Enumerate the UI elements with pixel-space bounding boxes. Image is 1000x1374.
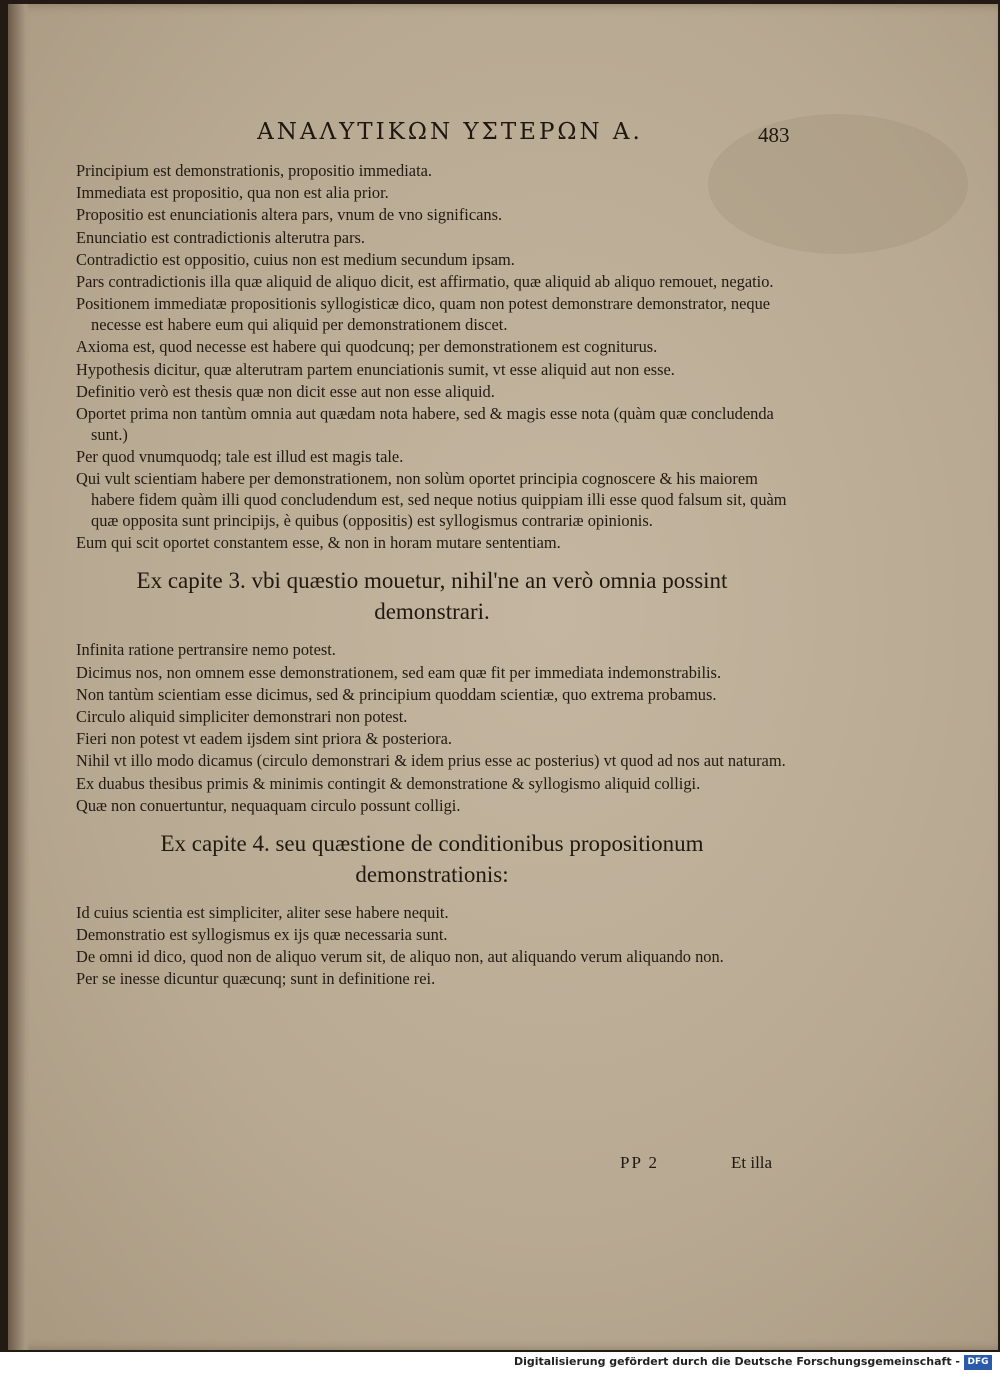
text-entry: Contradictio est oppositio, cuius non est medium secundum ipsam. xyxy=(76,249,515,269)
text-entry: Eum qui scit oportet constantem esse, & non in horam mutare sententiam. xyxy=(76,533,561,553)
text-entry: Nihil vt illo modo dicamus (circulo demonstrari & idem prius esse ac posterius) vt quod ad nos aut naturam. xyxy=(76,751,786,771)
text-entry: Hypothesis dicitur, quæ alterutram partem enunciationis sumit, vt esse aliquid aut non esse. xyxy=(76,359,675,379)
text-entry: Demonstratio est syllogismus ex ijs quæ necessaria sunt. xyxy=(76,924,448,944)
page-binding-shadow xyxy=(8,4,30,1350)
section-heading-chapter-3: Ex capite 3. vbi quæstio mouetur, nihil'ne an verò omnia possint demonstrari. xyxy=(136,568,728,625)
text-entry: Pars contradictionis illa quæ aliquid de aliquo dicit, est affirmatio, quæ aliquid ab aliquo remouet, negatio. xyxy=(76,271,774,291)
text-entry: Qui vult scientiam habere per demonstrationem, non solùm oportet principia cognoscere & his maiorem habere fidem quàm illi quod concludendum est, sed neque notius quippiam illi esse quod falsum sit, quàm quæ opposita sunt principijs, è quibus (oppositis) est syllogismus contrariæ opinionis. xyxy=(76,469,787,531)
text-entry: Enunciatio est contradictionis alterutra pars. xyxy=(76,227,366,247)
dfg-logo: DFG xyxy=(964,1355,992,1370)
text-entry: Id cuius scientia est simpliciter, aliter sese habere nequit. xyxy=(76,902,449,922)
text-entry: Fieri non potest vt eadem ijsdem sint priora & posteriora. xyxy=(76,729,453,749)
page-text xyxy=(76,160,788,991)
credit-bar xyxy=(0,1352,1000,1374)
text-entry: Per se inesse dicuntur quæcunq; sunt in definitione rei. xyxy=(76,969,436,989)
text-entry: Ex duabus thesibus primis & minimis contingit & demonstratione & syllogismo aliquid colligi. xyxy=(76,773,701,793)
section-3 xyxy=(76,902,788,990)
text-entry: Circulo aliquid simpliciter demonstrari non potest. xyxy=(76,707,408,726)
section-heading-chapter-4: Ex capite 4. seu quæstione de conditionibus propositionum demonstrationis: xyxy=(160,830,704,887)
text-entry: Principium est demonstrationis, propositio immediata. xyxy=(76,161,433,180)
text-entry: Dicimus nos, non omnem esse demonstrationem, sed eam quæ fit per immediata indemonstrabilis. xyxy=(76,662,722,682)
text-entry: Immediata est propositio, qua non est alia prior. xyxy=(76,183,389,203)
text-entry: Non tantùm scientiam esse dicimus, sed & principium quoddam scientiæ, quo extrema probamus. xyxy=(76,684,717,704)
signature-mark: PP 2 xyxy=(620,1153,660,1172)
text-entry: Infinita ratione pertransire nemo potest. xyxy=(76,640,336,660)
section-1 xyxy=(76,160,788,553)
text-entry: Propositio est enunciationis altera pars, vnum de vno significans. xyxy=(76,205,503,225)
text-entry: Axioma est, quod necesse est habere qui quodcunq; per demonstrationem est cogniturus. xyxy=(76,337,658,357)
running-head: ΑΝΑΛΥΤΙΚΩΝ ΥΣΤΕΡΩΝ Α. xyxy=(257,119,643,145)
text-entry: Positionem immediatæ propositionis syllogisticæ dico, quam non potest demonstrare demonstrator, neque necesse est habere eum qui aliquid per demonstrationem discet. xyxy=(76,294,771,335)
text-entry: Definitio verò est thesis quæ non dicit esse aut non esse aliquid. xyxy=(76,381,495,401)
text-entry: De omni id dico, quod non de aliquo verum sit, de aliquo non, aut aliquando verum aliquando non. xyxy=(76,947,724,967)
credit-text: Digitalisierung gefördert durch die Deutsche Forschungsgemeinschaft - xyxy=(513,1355,960,1368)
text-entry: Oportet prima non tantùm omnia aut quædam nota habere, sed & magis esse nota (quàm quæ concludenda sunt.) xyxy=(76,403,774,444)
page-number: 483 xyxy=(758,123,790,147)
section-2 xyxy=(76,639,788,815)
text-entry: Quæ non conuertuntur, nequaquam circulo possunt colligi. xyxy=(76,795,461,815)
text-entry: Per quod vnumquodq; tale est illud est magis tale. xyxy=(76,447,404,467)
catchword: Et illa xyxy=(731,1153,773,1172)
